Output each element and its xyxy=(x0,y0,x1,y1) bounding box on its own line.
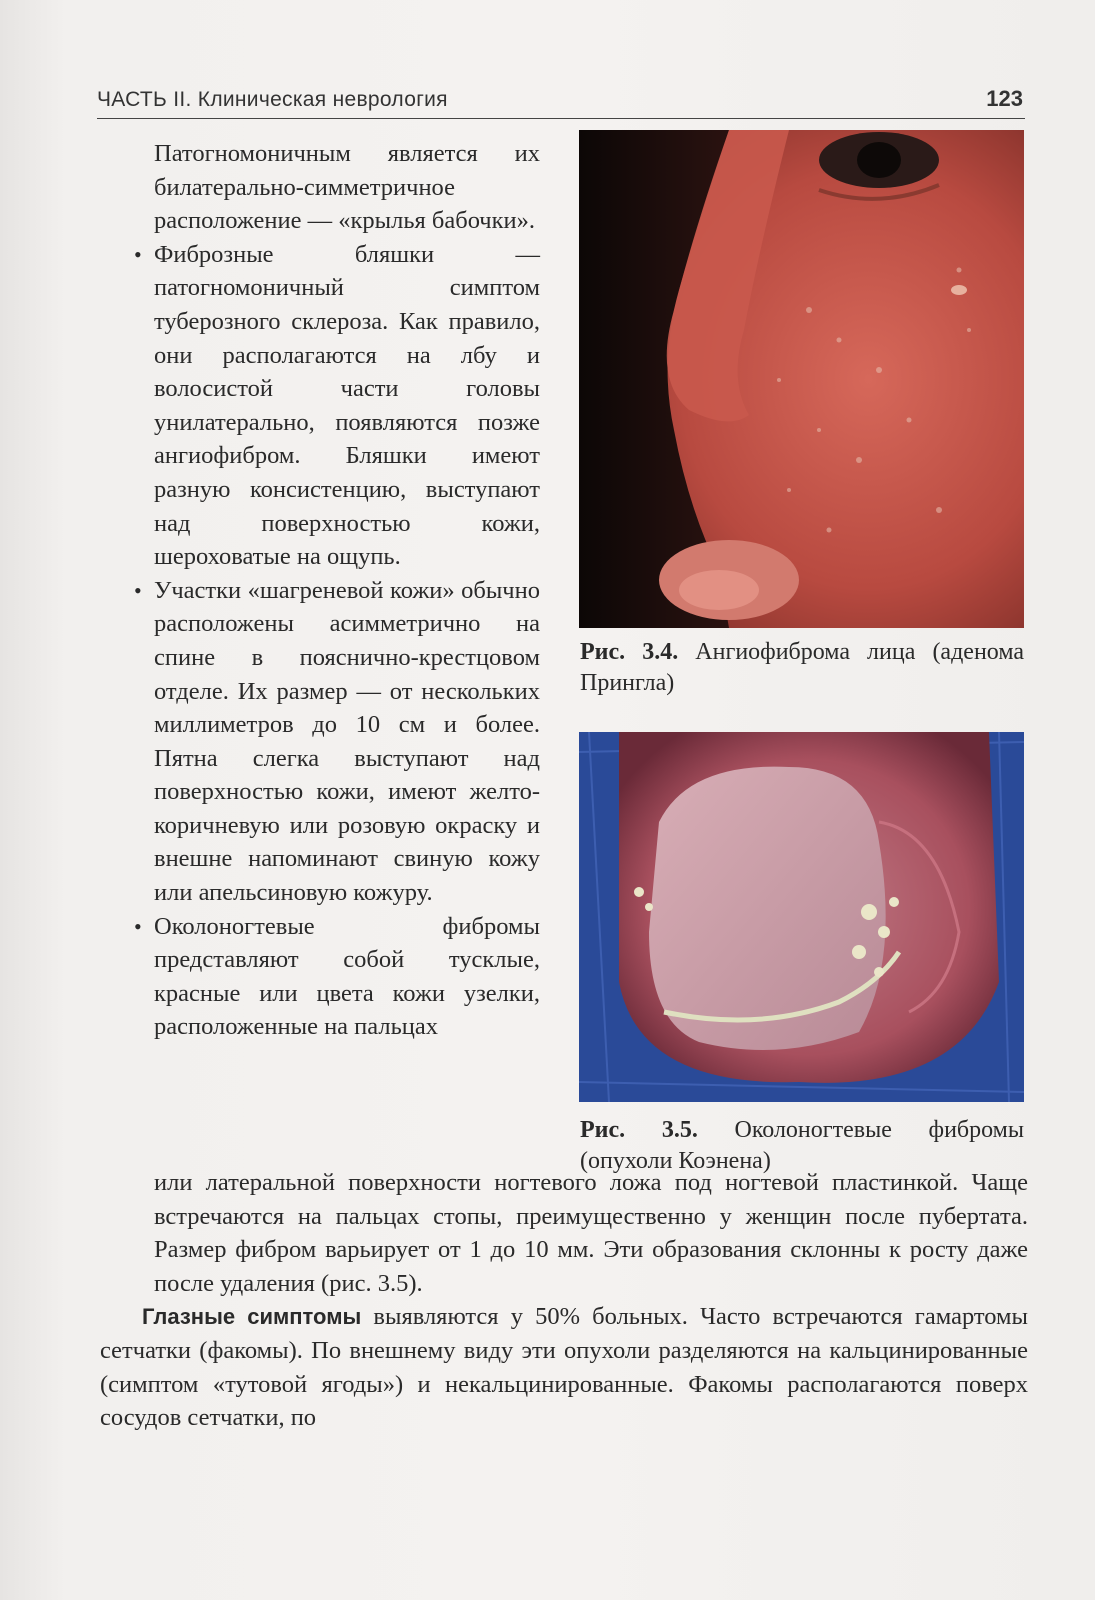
intro-paragraph: Патогномоничным является их билатерально-симметричное расположение — «крылья бабочки». xyxy=(154,140,540,235)
list-item-text: Околоногтевые фибромы представляют собой тусклые, красные или цвета кожи узелки, расположенные на пальцах xyxy=(154,912,540,1041)
list-item-text: Участки «шагреневой кожи» обычно расположены асимметрично на спине в пояснично-крестцовом отделе. Их размер — от нескольких миллиметров до 10 см и более. Пятна слегка выступают над поверхностью кожи, имеют желто-коричневую или розовую окраску и внешне напоминают свиную кожу или апельсиновую кожуру. xyxy=(154,576,540,907)
figure-label: Рис. 3.4. xyxy=(580,639,679,665)
eye-symptoms-heading: Глазные симптомы xyxy=(142,1304,362,1330)
figure-caption-text: Ангиофиброма лица (аденома Прингла) xyxy=(580,639,1025,696)
bottom-text xyxy=(100,1166,1028,1435)
continuation-paragraph: или латеральной поверхности ногтевого ложа под ногтевой пластинкой. Чаще встречаются на пальцах стопы, преимущественно у женщин после пубертата. Размер фибром варьирует от 1 до 10 мм. Эти образования склонны к росту даже после удаления (рис. 3.5). xyxy=(154,1169,1028,1297)
bullet-mark: • xyxy=(134,577,142,603)
nail-photo xyxy=(579,732,1024,1102)
eye-symptoms-text: выявляются у 50% больных. Часто встречаются гамартомы сетчатки (факомы). По внешнему виду эти опухоли разделяются на кальцинированные (симптом «тутовой ягоды») и некальцинированные. Факомы располагаются поверх сосудов сетчатки, по xyxy=(100,1303,1028,1432)
list-item xyxy=(132,238,540,574)
list-item xyxy=(132,574,540,910)
nail-photo-icon xyxy=(579,732,1024,1102)
bullet-mark: • xyxy=(134,913,142,939)
list-item-text: Фиброзные бляшки — патогномоничный симптом туберозного склероза. Как правило, они располагаются на лбу и волосистой части головы унилатерально, появляются позже ангиофибром. Бляшки имеют разную консистенцию, выступают над поверхностью кожи, шероховатые на ощупь. xyxy=(154,240,540,571)
eye-symptoms-paragraph xyxy=(100,1300,1028,1434)
face-photo-icon xyxy=(579,130,1024,628)
chapter-title: ЧАСТЬ II. Клиническая неврология xyxy=(97,88,448,111)
figure-caption xyxy=(580,637,1024,699)
face-photo xyxy=(579,130,1024,628)
figure-label: Рис. 3.5. xyxy=(580,1117,698,1143)
figure-caption-text: Околоногтевые фибромы (опухоли Коэнена) xyxy=(580,1117,1024,1174)
left-column-text xyxy=(132,137,540,1044)
page-number: 123 xyxy=(986,86,1023,111)
bullet-mark: • xyxy=(134,241,142,267)
list-item xyxy=(132,910,540,1044)
running-header xyxy=(97,86,1025,119)
